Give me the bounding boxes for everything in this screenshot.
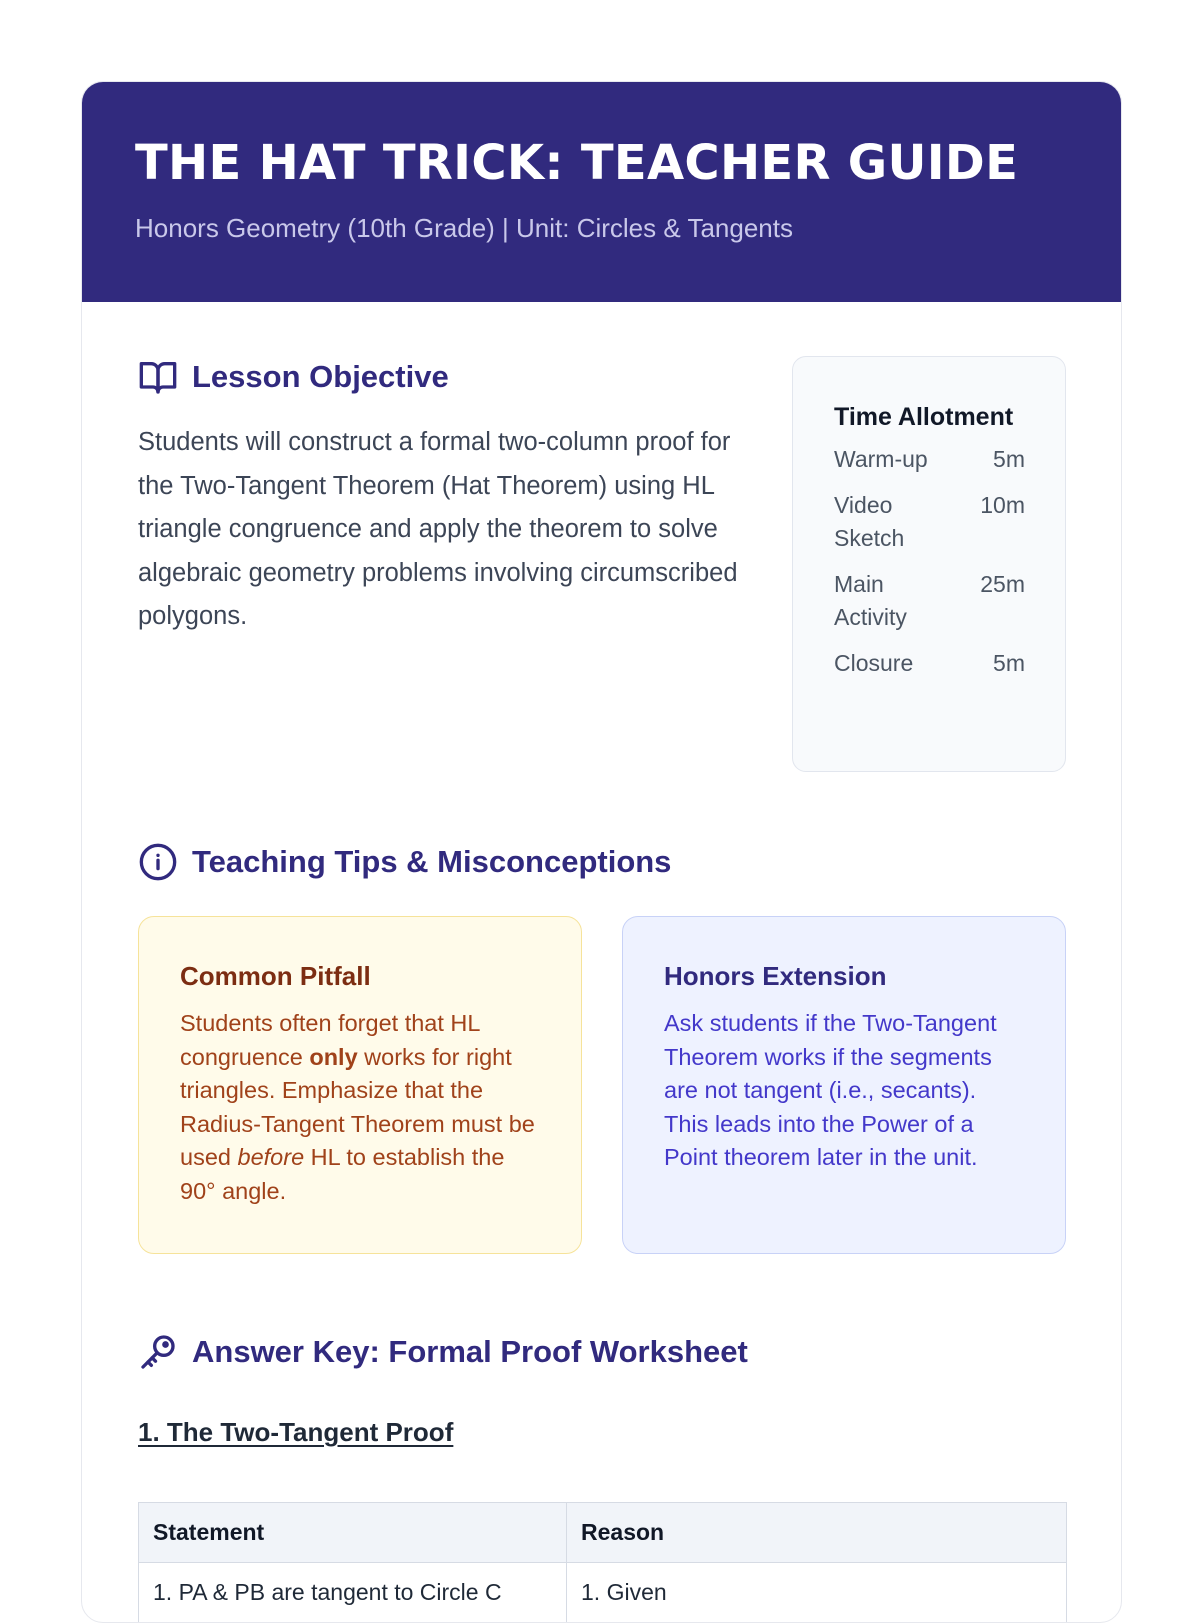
- time-row: [834, 647, 1025, 680]
- pitfall-italic: before: [237, 1144, 305, 1170]
- column-header-statement: Statement: [139, 1503, 567, 1563]
- time-row-label: Warm-up: [834, 446, 928, 472]
- column-header-reason: Reason: [567, 1503, 1067, 1563]
- time-row: [834, 489, 1025, 555]
- lesson-objective-section: [138, 357, 738, 639]
- time-row-label: Main Activity: [834, 571, 907, 630]
- common-pitfall-text: [180, 1007, 541, 1208]
- time-row-label: Closure: [834, 650, 914, 676]
- table-row: [139, 1563, 1067, 1623]
- teacher-guide-card: [81, 81, 1122, 1623]
- time-row-value: 5m: [993, 446, 1025, 472]
- pitfall-text-part: HL to establish the 90° angle.: [180, 1144, 505, 1204]
- proof-subtitle: 1. The Two-Tangent Proof: [138, 1417, 454, 1447]
- pitfall-emphasis: only: [309, 1043, 358, 1070]
- info-circle-icon: [138, 842, 178, 882]
- book-open-icon: [138, 357, 178, 397]
- lesson-objective-text: Students will construct a formal two-column proof for the Two-Tangent Theorem (Hat Theorem) using HL triangle congruence and apply the theorem to solve algebraic geometry problems involving circumscribed polygons.: [138, 428, 738, 630]
- time-row-value: 5m: [993, 650, 1025, 676]
- time-row-label: Video Sketch: [834, 492, 905, 551]
- time-allotment-box: [792, 356, 1066, 772]
- time-row-value: 10m: [980, 492, 1025, 518]
- honors-extension-text: Ask students if the Two-Tangent Theorem works if the segments are not tangent (i.e., secants). This leads into the Power of a Point theorem later in the unit.: [664, 1010, 997, 1170]
- common-pitfall-card: [138, 916, 582, 1254]
- honors-extension-card: [622, 916, 1066, 1254]
- time-row: [834, 443, 1025, 476]
- proof-table: [138, 1502, 1067, 1623]
- answer-key-title: Answer Key: Formal Proof Worksheet: [192, 1334, 748, 1369]
- reason-cell: 1. Given: [567, 1563, 1067, 1623]
- common-pitfall-title: Common Pitfall: [180, 961, 371, 991]
- guide-header: [82, 82, 1121, 302]
- table-header-row: [139, 1503, 1067, 1563]
- guide-title: THE HAT TRICK: TEACHER GUIDE: [135, 135, 1019, 191]
- key-icon: [138, 1332, 178, 1372]
- pitfall-text-part: Students often forget that HL congruence: [180, 1010, 480, 1070]
- time-row: [834, 568, 1025, 634]
- pitfall-text-part: works for right triangles. Emphasize that the Radius-Tangent Theorem must be used: [180, 1043, 535, 1170]
- lesson-objective-heading: [138, 357, 738, 397]
- guide-subtitle: Honors Geometry (10th Grade) | Unit: Circles & Tangents: [135, 213, 793, 243]
- teaching-tips-heading: [138, 842, 671, 882]
- teaching-tips-title: Teaching Tips & Misconceptions: [192, 844, 672, 879]
- lesson-objective-title: Lesson Objective: [192, 359, 449, 394]
- answer-key-heading: [138, 1332, 748, 1372]
- statement-cell: 1. PA & PB are tangent to Circle C: [139, 1563, 567, 1623]
- time-allotment-title: Time Allotment: [834, 403, 1014, 431]
- time-row-value: 25m: [980, 571, 1025, 597]
- honors-extension-title: Honors Extension: [664, 961, 887, 991]
